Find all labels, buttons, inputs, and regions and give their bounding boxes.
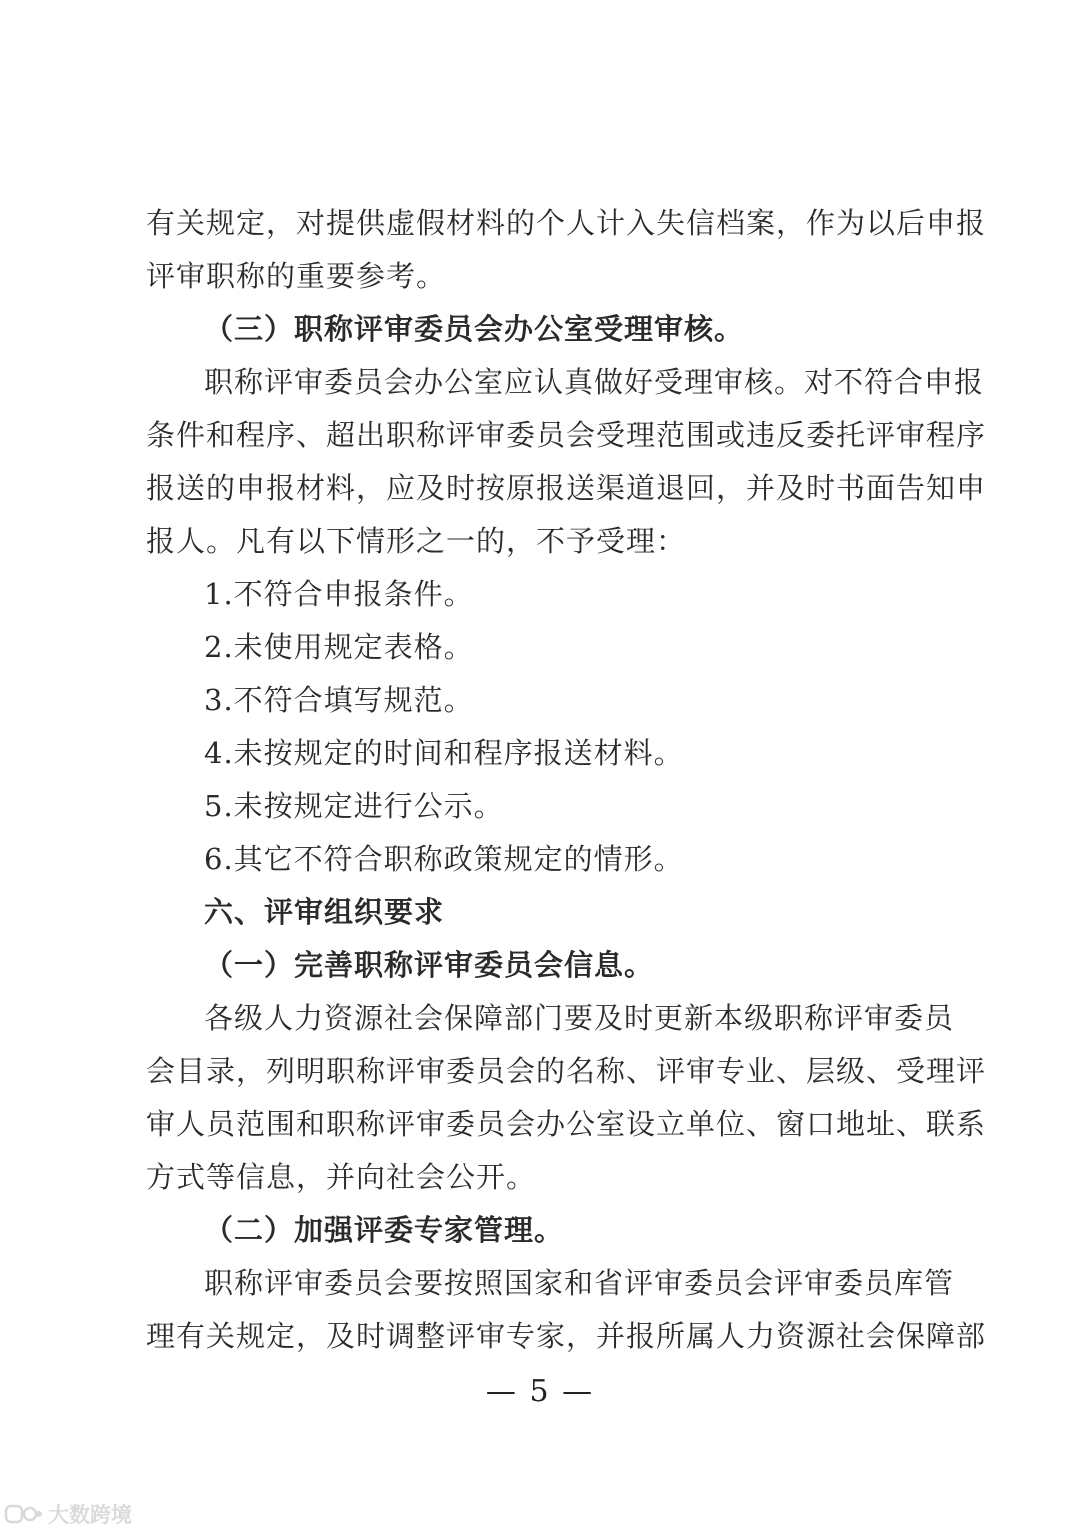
body-line: 理有关规定，及时调整评审专家，并报所属人力资源社会保障部: [146, 1319, 987, 1353]
body-line: 职称评审委员会要按照国家和省评审委员会评审委员库管: [204, 1266, 955, 1300]
section-heading-2: （二）加强评委专家管理。: [204, 1213, 565, 1247]
chapter-heading-6: 六、评审组织要求: [204, 895, 445, 929]
watermark-text: 大数跨境: [48, 1503, 132, 1527]
section-heading-1: （一）完善职称评审委员会信息。: [204, 948, 655, 982]
body-line: 职称评审委员会办公室应认真做好受理审核。对不符合申报: [204, 365, 985, 399]
watermark-logo-icon: [4, 1502, 44, 1526]
body-line: 报人。凡有以下情形之一的，不予受理：: [146, 524, 687, 558]
list-item: 3.不符合填写规范。: [204, 683, 474, 717]
list-item: 2.未使用规定表格。: [204, 630, 474, 664]
body-line: 审人员范围和职称评审委员会办公室设立单位、窗口地址、联系: [146, 1107, 987, 1141]
list-item: 4.未按规定的时间和程序报送材料。: [204, 736, 684, 770]
section-heading-3: （三）职称评审委员会办公室受理审核。: [204, 312, 745, 346]
body-line: 方式等信息，并向社会公开。: [146, 1160, 537, 1194]
body-line: 会目录，列明职称评审委员会的名称、评审专业、层级、受理评: [146, 1054, 987, 1088]
body-line: 评审职称的重要参考。: [146, 259, 447, 293]
body-line: 条件和程序、超出职称评审委员会受理范围或违反委托评审程序: [146, 418, 987, 452]
body-line: 各级人力资源社会保障部门要及时更新本级职称评审委员: [204, 1001, 955, 1035]
document-body: [146, 197, 987, 1363]
list-item: 6.其它不符合职称政策规定的情形。: [204, 842, 684, 876]
list-item: 5.未按规定进行公示。: [204, 789, 504, 823]
page-number: — 5 —: [485, 1374, 595, 1409]
body-line: 报送的申报材料，应及时按原报送渠道退回，并及时书面告知申: [146, 471, 987, 505]
list-item: 1.不符合申报条件。: [204, 577, 474, 611]
watermark: [4, 1501, 132, 1527]
body-line: 有关规定，对提供虚假材料的个人计入失信档案，作为以后申报: [146, 206, 987, 240]
